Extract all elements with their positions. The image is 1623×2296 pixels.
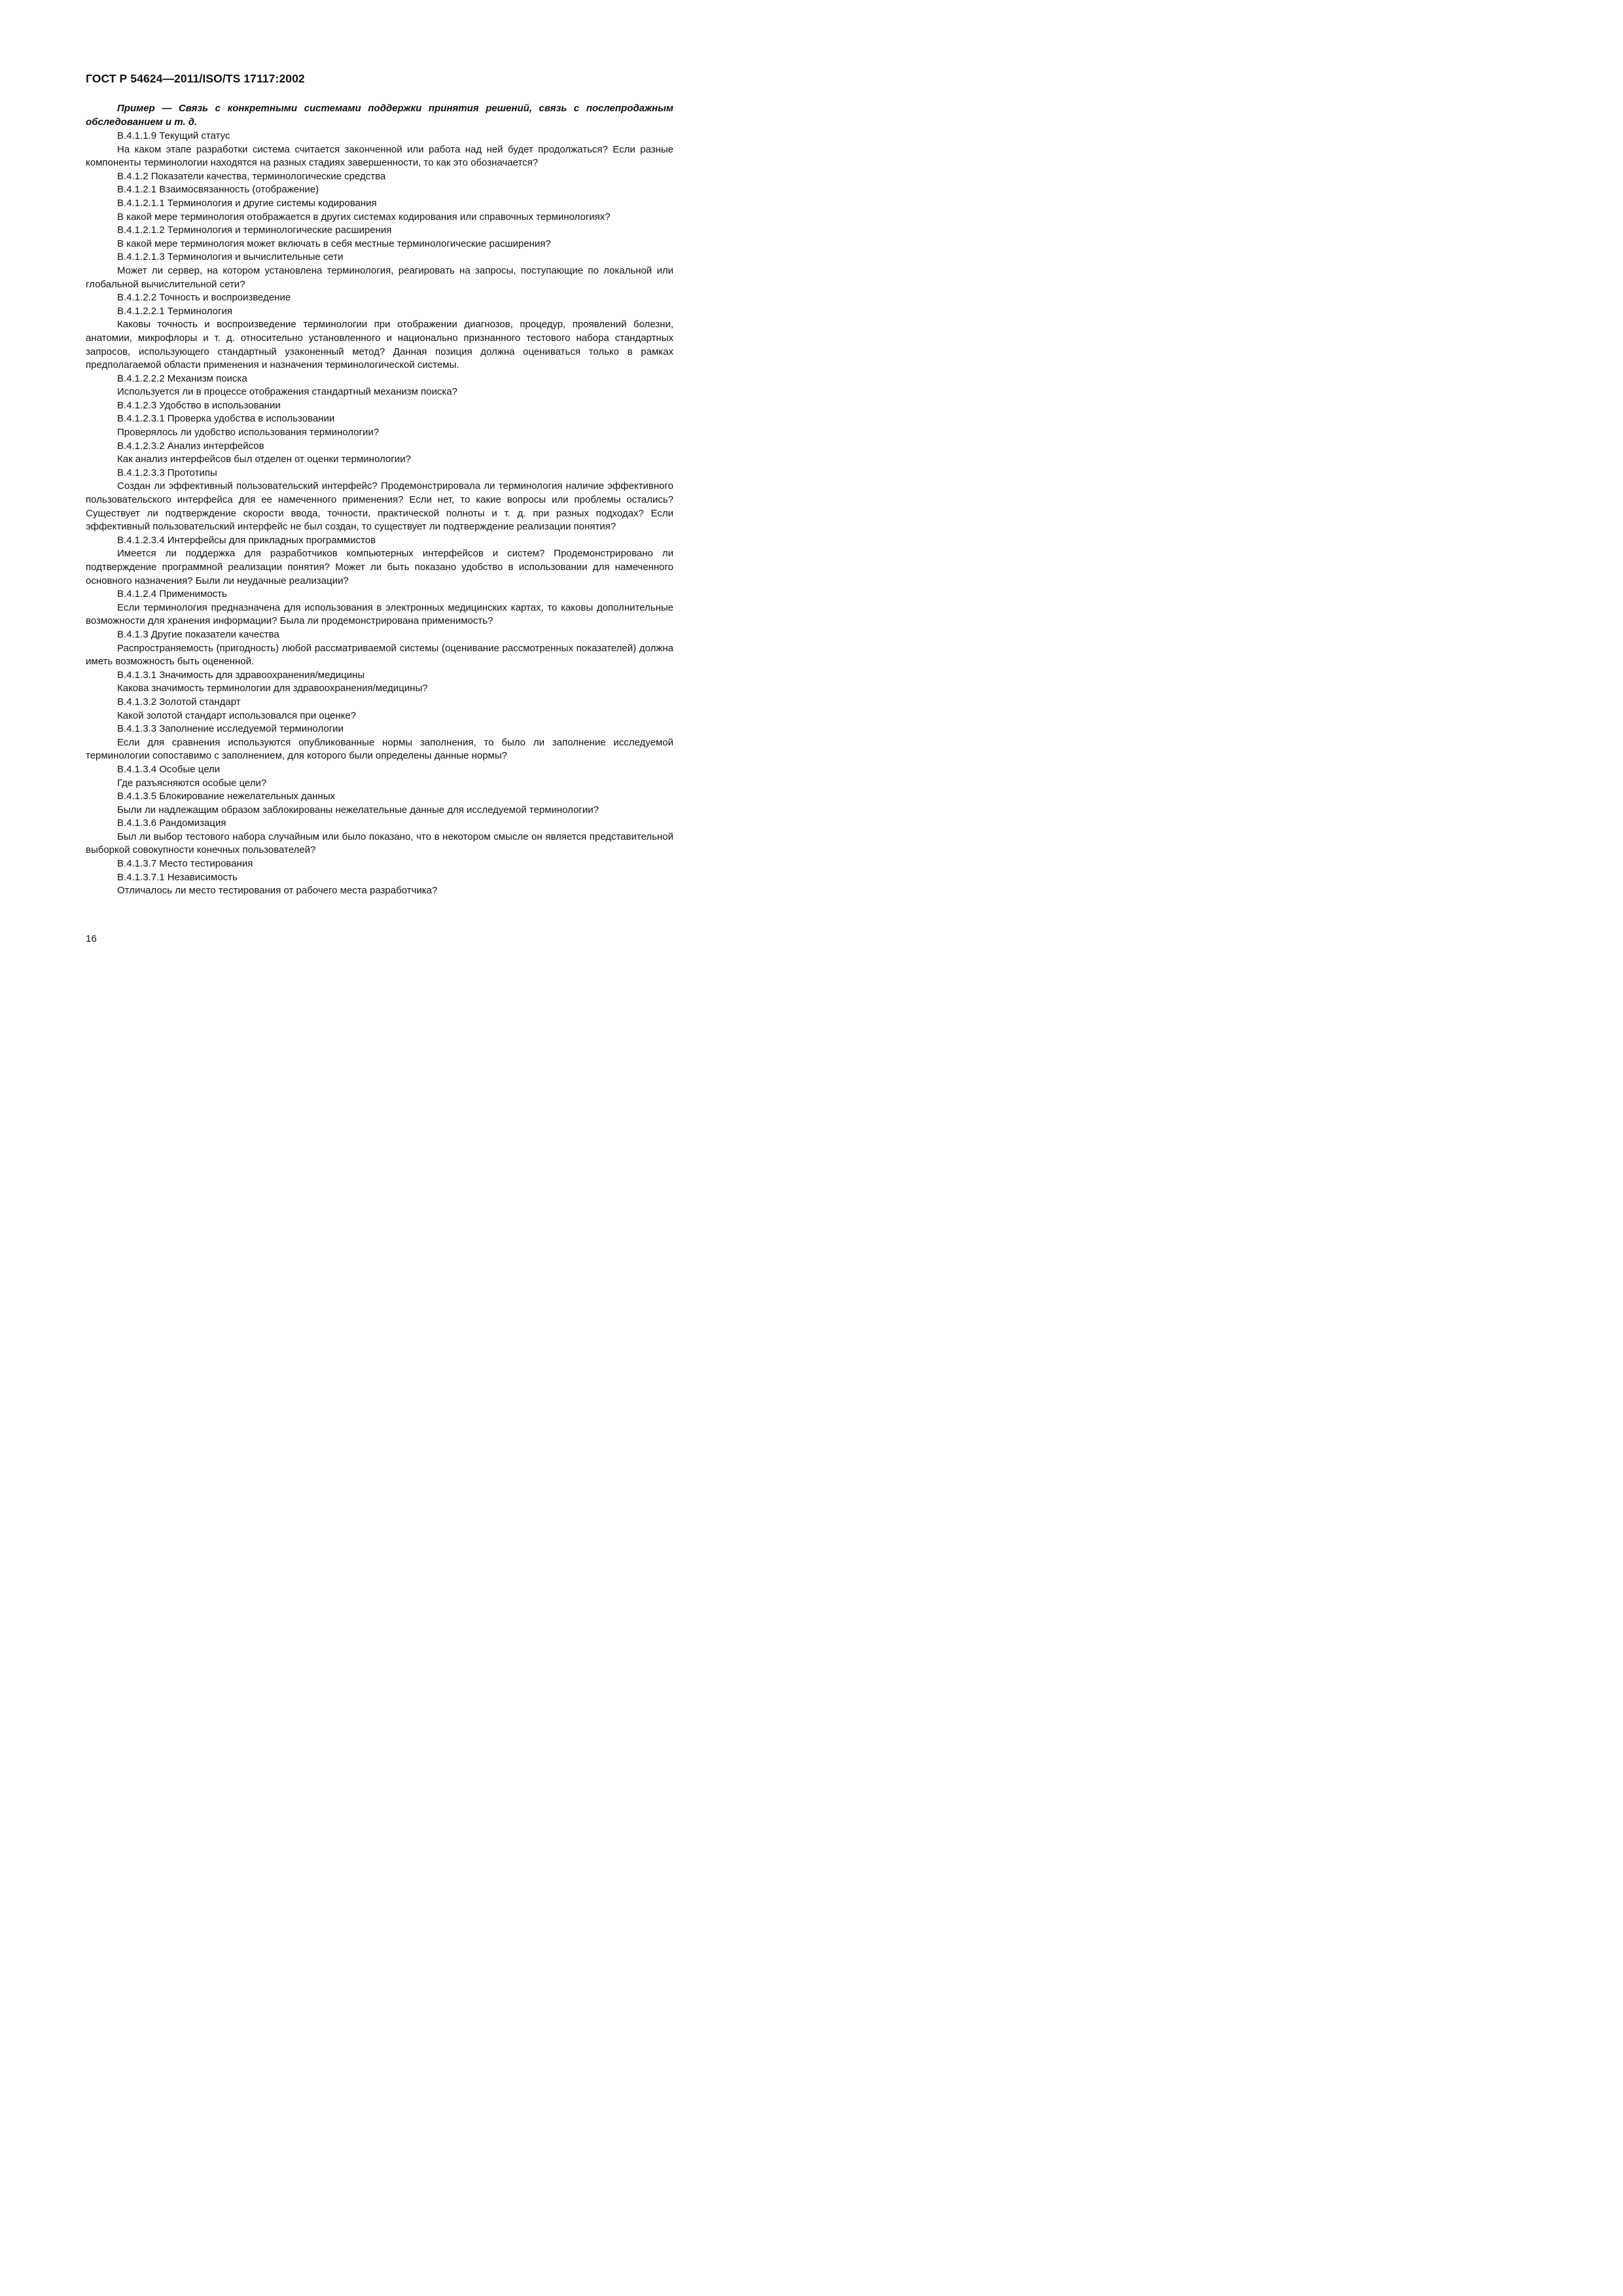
section-heading: В.4.1.2.3.2 Анализ интерфейсов xyxy=(117,440,264,452)
body-paragraph: Как анализ интерфейсов был отделен от оценки терминологии? xyxy=(117,454,411,465)
section-heading: В.4.1.3.7 Место тестирования xyxy=(117,858,253,870)
body-paragraph: Каковы точность и воспроизведение терминологии при отображении диагнозов, процедур, проявлений болезни, анатомии, микрофлоры и т. д. относительно установленного и национально признанного тестового набора стандартных запросов, использующего стандартный узаконенный метод? Данная позиция должна оцениваться только в рамках предполагаемой области применения и назначения терминологической системы. xyxy=(86,319,673,371)
body-paragraph: Если для сравнения используются опубликованные нормы заполнения, то было ли заполнение исследуемой терминологии сопоставимо с заполнением, для которого были определены данные нормы? xyxy=(86,736,673,762)
body-paragraph: Какова значимость терминологии для здравоохранения/медицины? xyxy=(117,683,428,694)
section-heading: В.4.1.2.3.3 Прототипы xyxy=(117,467,217,478)
document-header: ГОСТ Р 54624—2011/ISO/TS 17117:2002 xyxy=(86,72,305,85)
body-paragraph: Где разъясняются особые цели? xyxy=(117,777,267,789)
body-paragraph: Имеется ли поддержка для разработчиков компьютерных интерфейсов и систем? Продемонстрировано ли подтверждение программной реализации понятия? Может ли быть показано удобство в использовании для намеченного основного назначения? Были ли неудачные реализации? xyxy=(86,548,673,586)
body-paragraph: Были ли надлежащим образом заблокированы нежелательные данные для исследуемой терминологии? xyxy=(117,804,599,816)
section-heading: Отличалось ли место тестирования от рабочего места разработчика? xyxy=(117,885,438,897)
section-heading: В.4.1.2.1.1 Терминология и другие системы кодирования xyxy=(117,197,377,209)
section-heading: В.4.1.3.5 Блокирование нежелательных данных xyxy=(117,791,335,802)
section-heading: В.4.1.2.1.2 Терминология и терминологические расширения xyxy=(117,224,392,236)
body-paragraph: Распространяемость (пригодность) любой рассматриваемой системы (оценивание рассмотренных показателей) должна иметь возможность быть оцененной. xyxy=(86,642,673,668)
section-heading: В.4.1.2.2 Точность и воспроизведение xyxy=(117,292,291,304)
section-heading: В.4.1.2.4 Применимость xyxy=(117,588,227,600)
document-body xyxy=(86,101,673,898)
body-paragraph: Был ли выбор тестового набора случайным или было показано, что в некотором смысле он является представительной выборкой совокупности конечных пользователей? xyxy=(86,831,673,856)
body-paragraph: В.4.1.3.7.1 Независимость xyxy=(117,871,238,883)
section-heading: В.4.1.3.3 Заполнение исследуемой терминологии xyxy=(117,723,344,735)
body-paragraph: На каком этапе разработки система считается законченной или работа над ней будет продолжаться? Если разные компоненты терминологии находятся на разных стадиях завершенности, то как это обозначается? xyxy=(86,143,673,169)
body-paragraph: Создан ли эффективный пользовательский интерфейс? Продемонстрировала ли терминология наличие эффективного пользовательского интерфейса для ее намеченного применения? Если нет, то какие вопросы или проблемы остались? Существует ли подтверждение скорости ввода, точности, практической полноты и т. д. при разных подходах? Если эффективный пользовательский интерфейс не был создан, то существует ли подтверждение реализации понятия? xyxy=(86,480,673,533)
section-heading: В.4.1.2.2.1 Терминология xyxy=(117,305,232,317)
section-heading: В.4.1.2.3 Удобство в использовании xyxy=(117,399,281,411)
section-heading: В.4.1.2.2.2 Механизм поиска xyxy=(117,372,247,384)
body-paragraph: В какой мере терминология отображается в других системах кодирования или справочных терминологиях? xyxy=(117,211,611,223)
body-paragraph: Может ли сервер, на котором установлена терминология, реагировать на запросы, поступающие по локальной или глобальной вычислительной сети? xyxy=(86,264,673,290)
section-heading: В.4.1.1.9 Текущий статус xyxy=(117,130,230,141)
body-paragraph: Какой золотой стандарт использовался при оценке? xyxy=(117,709,357,721)
section-heading: В.4.1.2.1 Взаимосвязанность (отображение) xyxy=(117,184,319,196)
section-heading: В.4.1.3.2 Золотой стандарт xyxy=(117,696,241,708)
section-heading: В.4.1.2.3.1 Проверка удобства в использовании xyxy=(117,413,335,425)
body-paragraph: В какой мере терминология может включать в себя местные терминологические расширения? xyxy=(117,238,551,249)
body-paragraph: Проверялось ли удобство использования терминологии? xyxy=(117,427,380,439)
section-heading: В.4.1.3.4 Особые цели xyxy=(117,763,221,775)
section-heading: В.4.1.2.1.3 Терминология и вычислительные сети xyxy=(117,251,344,263)
section-heading: В.4.1.2.3.4 Интерфейсы для прикладных программистов xyxy=(117,534,376,546)
section-heading: В.4.1.3 Другие показатели качества xyxy=(117,628,279,640)
body-paragraph: Если терминология предназначена для использования в электронных медицинских картах, то каковы дополнительные возможности для хранения информации? Была ли продемонстрирована применимость? xyxy=(86,601,673,627)
section-heading: В.4.1.3.6 Рандомизация xyxy=(117,817,226,829)
example-note: Пример — Связь с конкретными системами поддержки принятия решений, связь с послепродажным обследованием и т. д. xyxy=(86,103,673,128)
section-heading: В.4.1.3.1 Значимость для здравоохранения/медицины xyxy=(117,669,365,681)
body-paragraph: Используется ли в процессе отображения стандартный механизм поиска? xyxy=(117,386,457,398)
section-heading: В.4.1.2 Показатели качества, терминологические средства xyxy=(117,170,386,182)
page-number: 16 xyxy=(86,933,97,944)
